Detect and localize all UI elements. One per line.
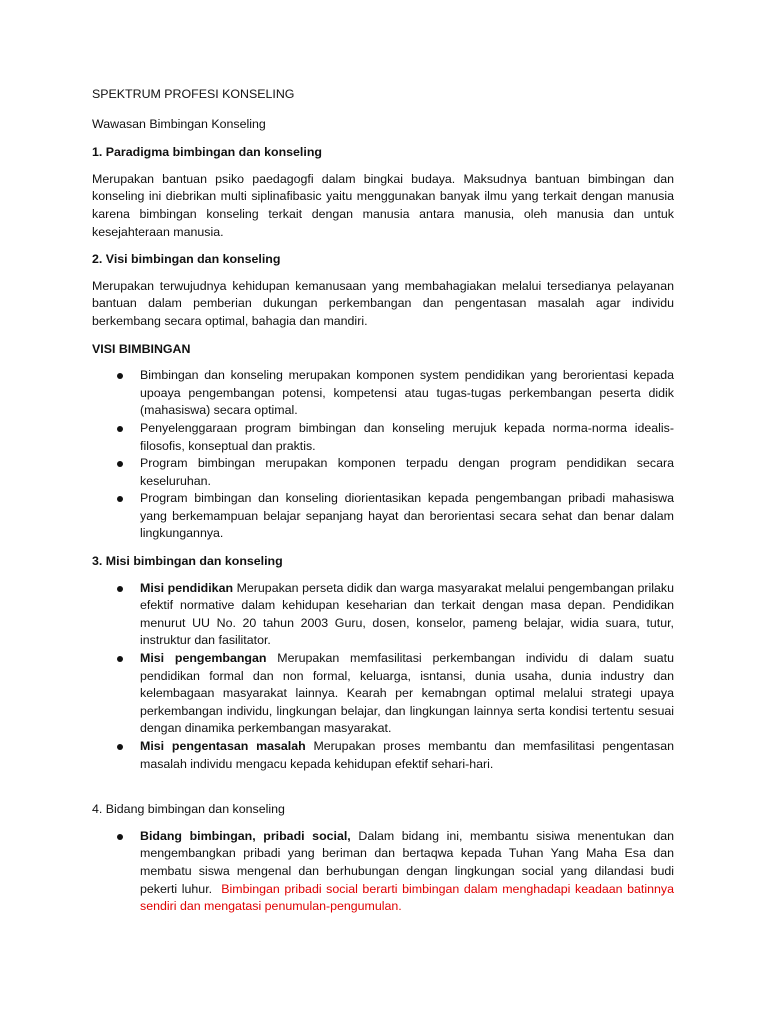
highlighted-text: Bimbingan pribadi social berarti bimbingan dalam menghadapi keadaan batinnya sendiri dan mengatasi penumulan-pengumulan. <box>140 881 674 914</box>
document-page <box>92 86 674 926</box>
list-item-lead: Misi pendidikan <box>140 580 234 595</box>
bullet-icon <box>117 834 123 840</box>
list-item-lead: Misi pengembangan <box>140 651 267 666</box>
bullet-icon <box>117 744 123 750</box>
bullet-icon <box>117 373 123 379</box>
misi-list <box>117 580 674 774</box>
section-1-paragraph: Merupakan bantuan psiko paedagogfi dalam bingkai budaya. Maksudnya bantuan bimbingan dan konseling ini diebrikan multi siplinafibasic yaitu menggunakan banyak ilmu yang terkait dengan manusia karena bimbingan konseling terkait dengan manusia antara manusia, oleh manusia dan untuk kesejahteraan manusia. <box>92 171 674 239</box>
list-item <box>117 828 674 916</box>
list-item <box>117 738 674 773</box>
list-item <box>117 420 674 455</box>
list-item-text: Merupakan memfasilitasi perkembangan individu di dalam suatu pendidikan formal dan non formal, keluarga, isntansi, dunia usaha, dunia industry dan kelembagaan masyarakat lainnya. Kearah per kemabngan optimal melalui strategi upaya perkembangan individu, lingkungan belajar, dan lingkungan lainnya serta kondisi tertentu sesuai dengan dinamika perkembangan masyarakat. <box>140 651 675 736</box>
list-item-text: Merupakan proses membantu dan memfasilitasi pengentasan masalah individu mengacu kepada kehidupan efektif sehari-hari. <box>140 739 674 771</box>
bullet-icon <box>117 461 123 467</box>
bullet-icon <box>117 656 123 662</box>
list-item <box>117 367 674 420</box>
bullet-icon <box>117 426 123 432</box>
bullet-icon <box>117 586 123 592</box>
list-item-text: Bimbingan dan konseling merupakan komponen system pendidikan yang berorientasi kepada upoaya pengembangan potensi, kompetensi atau tugas-tugas perkembangan peserta didik (mahasiswa) secara optimal. <box>140 368 674 418</box>
list-item-text: Program bimbingan dan konseling diorientasikan kepada pengembangan pribadi mahasiswa yang berkemampuan belajar sepanjang hayat dan berorientasi secara sehat dan benar dalam lingkungannya. <box>140 491 674 541</box>
bullet-icon <box>117 496 123 502</box>
document-subtitle: Wawasan Bimbingan Konseling <box>92 116 266 131</box>
list-item <box>117 650 674 738</box>
section-2-heading: 2. Visi bimbingan dan konseling <box>92 252 281 267</box>
section-4-heading: 4. Bidang bimbingan dan konseling <box>92 802 285 817</box>
list-item-text: Merupakan perseta didik dan warga masyarakat melalui pengembangan prilaku efektif normative dalam kehidupan keseharian dan terkait dengan masa depan. Pendidikan menurut UU No. 20 tahun 2003 Guru, dosen, konselor, pameng belajar, widia suara, tutur, instruktur dan fasilitator. <box>140 580 674 648</box>
document-title: SPEKTRUM PROFESI KONSELING <box>92 87 295 101</box>
section-2-paragraph: Merupakan terwujudnya kehidupan kemanusaan yang membahagiakan melalui tersedianya pelayanan bantuan dalam pemberian dukungan perkembangan dan pengentasan masalah agar individu berkembang secara optimal, bahagia dan mandiri. <box>92 278 674 328</box>
list-item-lead: Misi pengentasan masalah <box>140 739 306 753</box>
list-item <box>117 490 674 543</box>
visi-heading: VISI BIMBINGAN <box>92 341 191 356</box>
list-item-text: Program bimbingan merupakan komponen terpadu dengan program pendidikan secara keseluruhan. <box>140 456 674 488</box>
list-item-lead: Bidang bimbingan, pribadi social, <box>140 828 351 843</box>
spacer <box>92 783 674 801</box>
list-item-text: Dalam bidang ini, membantu sisiwa menentukan dan mengembangkan pribadi yang beriman dan bertaqwa kepada Tuhan Yang Maha Esa dan membatu siswa mengenal dan berhubungan dengan lingkungan social yang dilandasi budi pekerti luhur. <box>140 828 674 896</box>
list-item <box>117 580 674 650</box>
section-1-heading: 1. Paradigma bimbingan dan konseling <box>92 145 322 160</box>
bidang-list <box>117 828 674 916</box>
visi-list <box>117 367 674 543</box>
list-item <box>117 455 674 490</box>
section-3-heading: 3. Misi bimbingan dan konseling <box>92 554 283 569</box>
list-item-text: Penyelenggaraan program bimbingan dan konseling merujuk kepada norma-norma idealis-filosofis, konseptual dan praktis. <box>140 420 674 453</box>
